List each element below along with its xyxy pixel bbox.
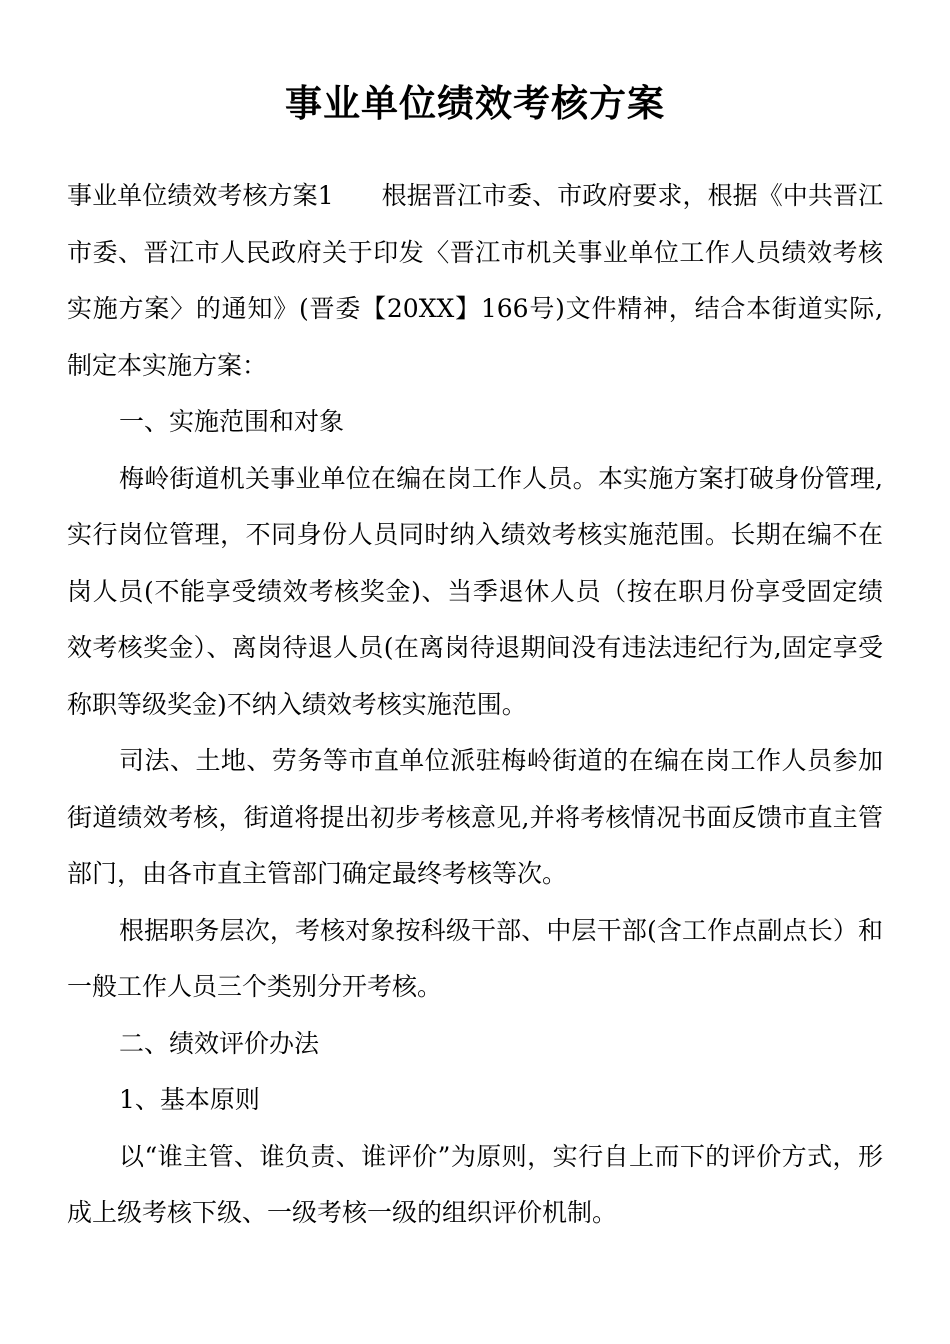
subsection1-heading: 1、基本原则 bbox=[119, 1085, 260, 1114]
subsection1-paragraph: 以“谁主管、谁负责、谁评价”为原则，实行自上而下的评价方式，形成上级考核下级、一级考核一级的组织评价机制。 bbox=[67, 1141, 883, 1227]
section1-heading: 一、实施范围和对象 bbox=[119, 407, 345, 436]
intro-text: 根据晋江市委、市政府要求，根据《中共晋江市委、晋江市人民政府关于印发〈晋江市机关事业单位工作人员绩效考核实施方案〉的通知》(晋委【20XX】166号)文件精神，结合本街道实际,制定本实施方案： bbox=[67, 181, 883, 380]
intro-heading: 事业单位绩效考核方案1 bbox=[67, 181, 334, 210]
section2-heading: 二、绩效评价办法 bbox=[119, 1028, 320, 1058]
document-title: 事业单位绩效考核方案 bbox=[285, 81, 665, 125]
section1-paragraph-3: 根据职务层次，考核对象按科级干部、中层干部(含工作点副点长）和一般工作人员三个类别分开考核。 bbox=[67, 915, 883, 1001]
document-body bbox=[67, 168, 883, 1242]
section1-paragraph-1: 梅岭街道机关事业单位在编在岗工作人员。本实施方案打破身份管理,实行岗位管理，不同身份人员同时纳入绩效考核实施范围。长期在编不在岗人员(不能享受绩效考核奖金)、当季退休人员（按在职月份享受固定绩效考核奖金）、离岗待退人员(在离岗待退期间没有违法违纪行为,固定享受称职等级奖金)不纳入绩效考核实施范围。 bbox=[67, 463, 884, 719]
section1-paragraph-2: 司法、土地、劳务等市直单位派驻梅岭街道的在编在岗工作人员参加街道绩效考核，街道将提出初步考核意见,并将考核情况书面反馈市直主管部门，由各市直主管部门确定最终考核等次。 bbox=[67, 746, 883, 888]
intro-paragraph bbox=[67, 168, 883, 394]
